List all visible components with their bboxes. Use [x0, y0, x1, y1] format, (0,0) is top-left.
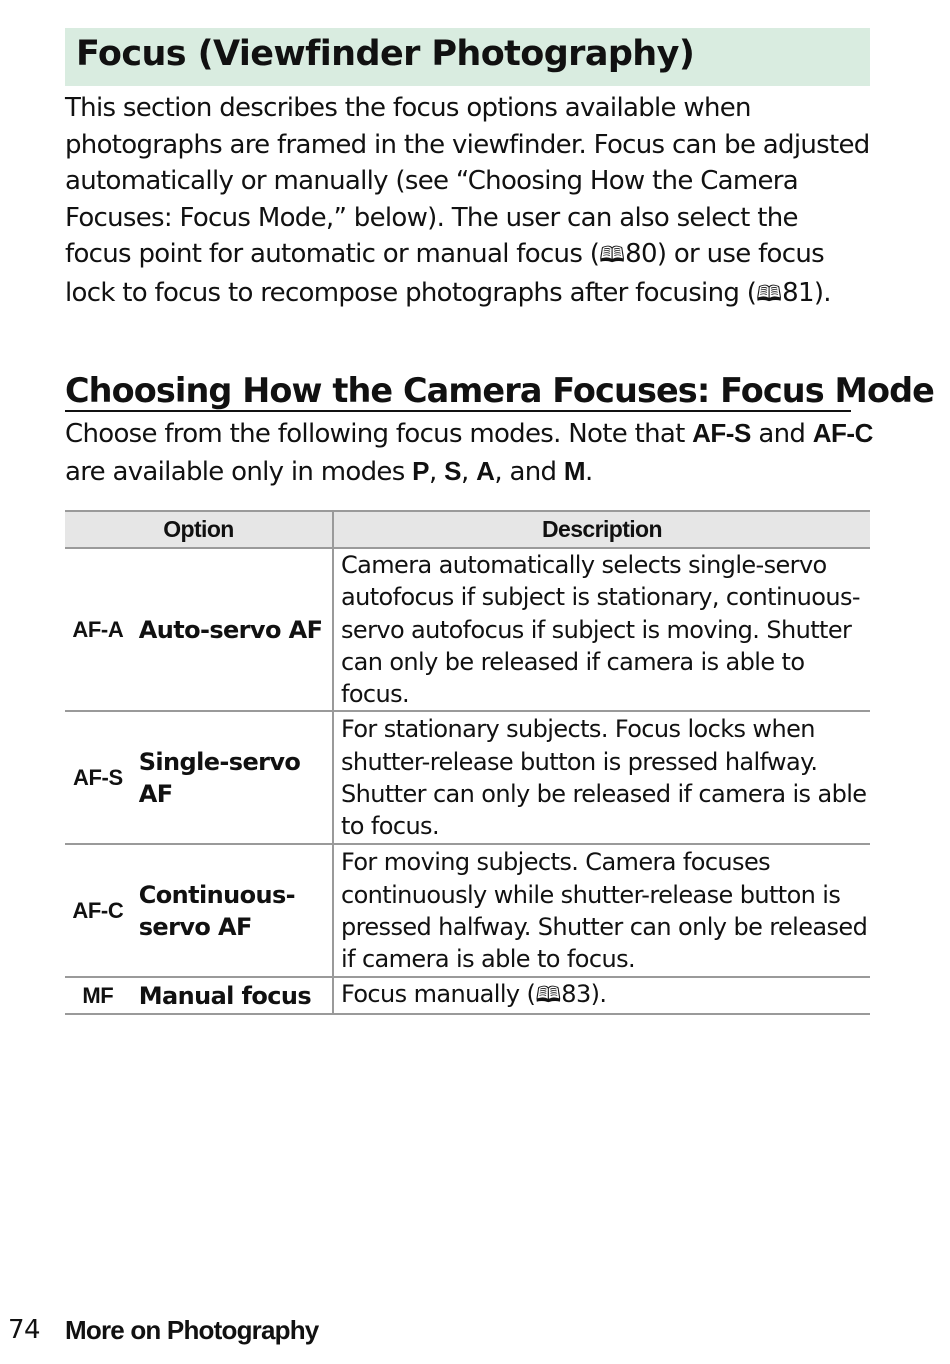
- heading-underline: [65, 410, 851, 412]
- mode-afc: AF-C: [812, 418, 873, 448]
- mode-note-paragraph: [65, 415, 885, 490]
- table-row: [65, 977, 870, 1013]
- mode-name: Single-servo AF: [131, 711, 333, 844]
- mode-afs: AF-S: [692, 418, 751, 448]
- footer-section-label: More on Photography: [65, 1315, 319, 1345]
- mode-note-text: ,: [428, 456, 445, 487]
- intro-text: This section describes the focus options available when photographs are framed in the viewfinder. Focus can be adjusted automatically or manually (see “Choosing How the Camera Focuses: Focus Mode,” below). The user can also select the focus point for automatic or manual focus (: [65, 93, 870, 269]
- mode-note-text: .: [585, 456, 593, 487]
- intro-text: ) or use focus lock to focus to recompose photographs after focusing (: [65, 239, 824, 308]
- mode-name: Continuous-servo AF: [131, 844, 333, 977]
- header-option: Option: [65, 511, 333, 548]
- mode-description: For moving subjects. Camera focuses continuously while shutter-release button is pressed halfway. Shutter can only be released if camera is able to focus.: [333, 844, 870, 977]
- description-text: ).: [590, 980, 607, 1009]
- mode-note-text: Choose from the following focus modes. Note that: [65, 419, 693, 449]
- focus-mode-table: [65, 510, 870, 1015]
- mode-a: A: [476, 455, 495, 486]
- mode-note-text: , and: [494, 456, 564, 487]
- page-ref-83[interactable]: 83: [561, 980, 591, 1009]
- page-number: 74: [8, 1315, 41, 1345]
- mode-note-text: are available only in modes: [65, 456, 413, 487]
- mode-description: For stationary subjects. Focus locks when shutter-release button is pressed halfway. Shutter can only be released if camera is able to focus.: [333, 711, 870, 844]
- mode-m: M: [563, 455, 586, 486]
- mode-note-text: ,: [460, 456, 477, 487]
- book-icon: 🕮: [756, 281, 783, 307]
- table-header-row: [65, 511, 870, 548]
- page-title: Focus (Viewfinder Photography): [76, 34, 695, 74]
- book-icon: 🕮: [599, 243, 626, 268]
- mode-note-text: and: [750, 419, 813, 449]
- section-heading: Choosing How the Camera Focuses: Focus Mode: [65, 371, 935, 410]
- table-row: [65, 844, 870, 977]
- table-row: [65, 548, 870, 711]
- mode-description: Camera automatically selects single-servo autofocus if subject is stationary, continuous-servo autofocus if subject is moving. Shutter can only be released if camera is able to focus.: [333, 548, 870, 711]
- intro-text: ).: [813, 277, 831, 308]
- mode-code: AF-S: [65, 711, 131, 844]
- mode-code: MF: [65, 977, 131, 1013]
- mode-description: [333, 977, 870, 1013]
- header-description: Description: [333, 511, 870, 548]
- mode-code: AF-A: [65, 548, 131, 711]
- mode-s: S: [444, 455, 461, 486]
- table-row: [65, 711, 870, 844]
- mode-p: P: [412, 455, 429, 486]
- mode-code: AF-C: [65, 844, 131, 977]
- intro-paragraph: [65, 90, 870, 313]
- book-icon: 🕮: [535, 983, 562, 1009]
- mode-name: Auto-servo AF: [131, 548, 333, 711]
- description-text: Focus manually (: [341, 980, 536, 1009]
- page-title-bar: [65, 28, 870, 86]
- page-ref-80[interactable]: 80: [625, 239, 657, 269]
- page-ref-81[interactable]: 81: [782, 277, 814, 308]
- mode-name: Manual focus: [131, 977, 333, 1013]
